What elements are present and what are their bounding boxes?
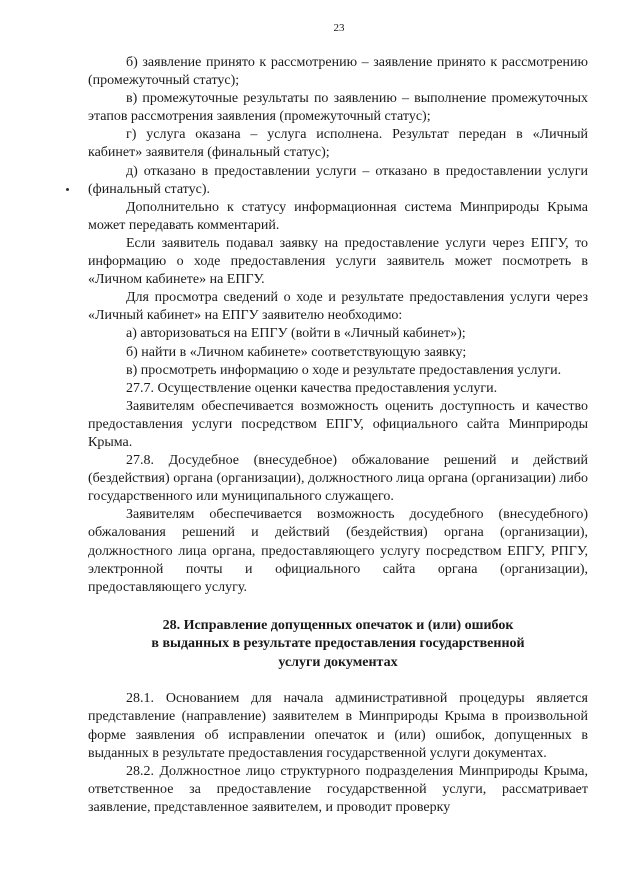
paragraph: 27.8. Досудебное (внесудебное) обжалование решений и действий (бездействия) органа (организации), должностного лица органа (организации) либо государственного или муниципального служащего.	[88, 453, 588, 505]
heading-line: в выданных в результате предоставления государственной	[151, 636, 525, 652]
paragraph: б) найти в «Личном кабинете» соответствующую заявку;	[126, 344, 467, 360]
paragraph: 28.1. Основанием для начала административной процедуры является представление (направление) заявителем в Минприроды Крыма в произвольной форме заявления об исправлении опечаток и (или) ошибок, допущенных в выданных в результате предоставления государственной услуги документах.	[88, 691, 588, 761]
paragraph: 28.2. Должностное лицо структурного подразделения Минприроды Крыма, ответственное за предоставление государственной услуги, рассматривает заявление, представленное заявителем, и проводит проверку	[88, 763, 588, 815]
section-heading	[88, 617, 588, 673]
body-text-before	[88, 54, 588, 597]
paragraph: 27.7. Осуществление оценки качества предоставления услуги.	[126, 380, 498, 396]
paragraph: Дополнительно к статусу информационная система Минприроды Крыма может передавать комментарий.	[88, 199, 588, 233]
paragraph: Для просмотра сведений о ходе и результате предоставления услуги через «Личный кабинет» на ЕПГУ заявителю необходимо:	[88, 290, 588, 324]
body-text-after	[88, 690, 588, 817]
page-number: 23	[333, 22, 345, 34]
paragraph: Если заявитель подавал заявку на предоставление услуги через ЕПГУ, то информацию о ходе предоставления услуги заявитель может посмотреть в «Личном кабинете» на ЕПГУ.	[88, 235, 588, 288]
paragraph: Заявителям обеспечивается возможность оценить доступность и качество предоставления услуги посредством ЕПГУ, официального сайта Минприроды Крыма.	[88, 398, 588, 450]
heading-line: услуги документах	[278, 654, 398, 670]
paragraph: д) отказано в предоставлении услуги – отказано в предоставлении услуги (финальный статус).	[88, 163, 588, 197]
paragraph: в) просмотреть информацию о ходе и результате предоставления услуги.	[126, 362, 562, 378]
paragraph: Заявителям обеспечивается возможность досудебного (внесудебного) обжалования решений и действий (бездействия) органа (организации), должностного лица органа, предоставляющего услугу посредством ЕПГУ, РПГУ, электронной почты и официального сайта органа (организации), предоставляющего услугу.	[88, 507, 588, 595]
paragraph: г) услуга оказана – услуга исполнена. Результат передан в «Личный кабинет» заявителя (финальный статус);	[88, 127, 588, 161]
margin-mark	[66, 188, 69, 191]
paragraph: в) промежуточные результаты по заявлению – выполнение промежуточных этапов рассмотрения заявления (промежуточный статус);	[88, 91, 588, 125]
paragraph: а) авторизоваться на ЕПГУ (войти в «Личный кабинет»);	[126, 326, 466, 342]
document-page	[88, 22, 588, 817]
paragraph: б) заявление принято к рассмотрению – заявление принято к рассмотрению (промежуточный статус);	[88, 55, 588, 89]
heading-line: 28. Исправление допущенных опечаток и (или) ошибок	[162, 617, 514, 633]
